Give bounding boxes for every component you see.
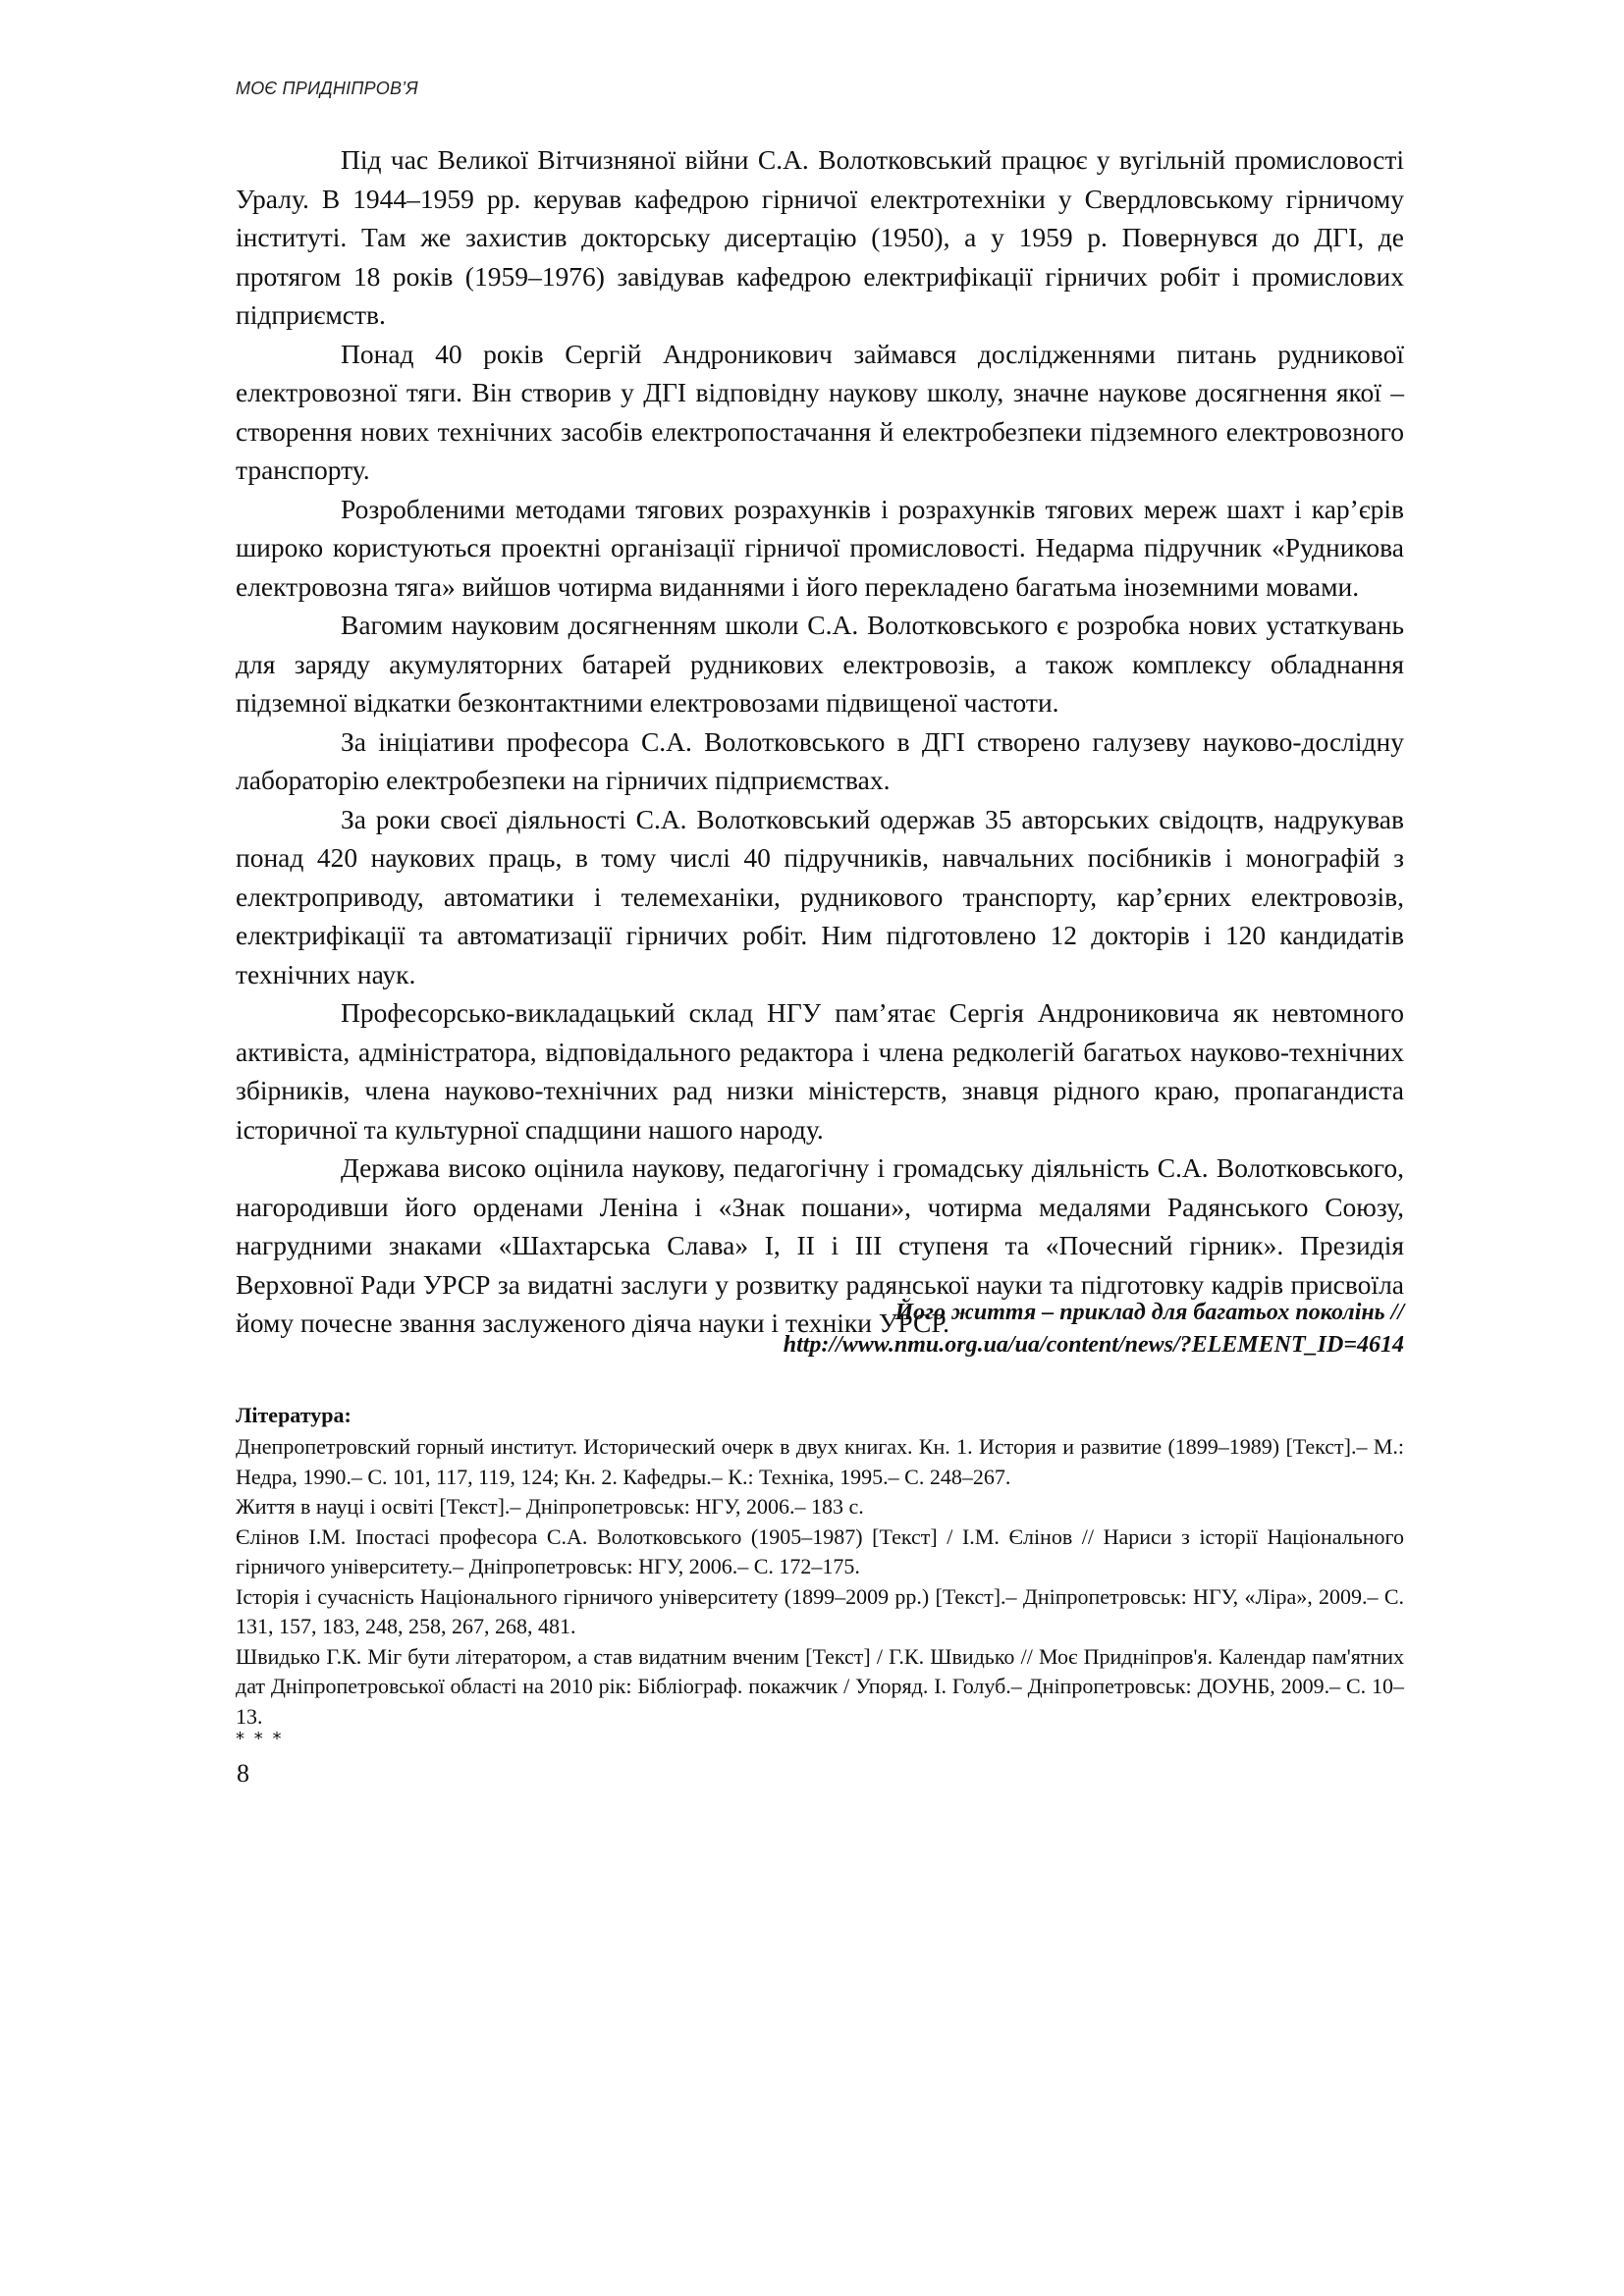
literature-item: Історія і сучасність Національного гірничого університету (1899–2009 рр.) [Текст].– Дніпропетровськ: НГУ, «Ліра», 2009.– С. 131, 157, 183, 248, 258, 267, 268, 481.	[236, 1583, 1404, 1638]
literature-item: Днепропетровский горный институт. Исторический очерк в двух книгах. Кн. 1. История и развитие (1899–1989) [Текст].– М.: Недра, 1990.– С. 101, 117, 119, 124; Кн. 2. Кафедры.– К.: Техніка, 1995.– С. 248–267.	[236, 1434, 1404, 1489]
paragraph-awards: Держава високо оцінила наукову, педагогічну і громадську діяльність С.А. Волотковського, нагородивши його орденами Леніна і «Знак пошани», чотирма медалями Радянського Союзу, нагрудними знаками «Шахтарська Слава» І, ІІ і ІІІ ступеня та «Почесний гірник». Президія Верховної Ради УРСР за видатні заслуги у розвитку радянської науки та підготовку кадрів присвоїла йому почесне звання заслуженого діяча науки і техніки УРСР.	[236, 1152, 1404, 1338]
literature-heading: Література:	[236, 1403, 352, 1427]
literature-item: Швидько Г.К. Міг бути літератором, а став видатним вченим [Текст] / Г.К. Швидько // Моє Придніпров'я. Календар пам'ятних дат Дніпропетровської області на 2010 рік: Бібліограф. покажчик / Упоряд. І. Голуб.– Дніпропетровськ: ДОУНБ, 2009.– С. 10–13.	[236, 1643, 1404, 1729]
literature-section	[236, 1401, 1404, 1747]
literature-item: Єлінов І.М. Іпостасі професора С.А. Волотковського (1905–1987) [Текст] / І.М. Єлінов // Нариси з історії Національного гірничого університету.– Дніпропетровськ: НГУ, 2006.– С. 172–175.	[236, 1523, 1404, 1578]
running-header: МОЄ ПРИДНІПРОВ’Я	[236, 79, 418, 98]
article-body	[236, 140, 1404, 1343]
page-number: 8	[237, 1759, 249, 1788]
paragraph-textbook: Розробленими методами тягових розрахунків і розрахунків тягових мереж шахт і кар’єрів широко користуються проектні організації гірничої промисловості. Недарма підручник «Рудникова електровозна тяга» вийшов чотирма виданнями і його перекладено багатьма іноземними мовами.	[236, 493, 1404, 602]
paragraph-war-years: Під час Великої Вітчизняної війни С.А. Волотковський працює у вугільній промисловості Уралу. В 1944–1959 рр. керував кафедрою гірничої електротехніки у Свердловському гірничому інституті. Там же захистив докторську дисертацію (1950), а у 1959 р. Повернувся до ДГІ, де протягом 18 років (1959–1976) завідував кафедрою електрифікації гірничих робіт і промислових підприємств.	[236, 144, 1404, 330]
section-separator: * * *	[236, 1729, 284, 1749]
paragraph-laboratory: За ініціативи професора С.А. Волотковського в ДГІ створено галузеву науково-дослідну лабораторію електробезпеки на гірничих підприємствах.	[236, 725, 1404, 795]
paragraph-research-school: Понад 40 років Сергій Андроникович займався дослідженнями питань рудникової електровозної тяги. Він створив у ДГІ відповідну наукову школу, значне наукове досягнення якої – створення нових технічних засобів електропостачання й електробезпеки підземного електровозного транспорту.	[236, 338, 1404, 485]
source-title: Його життя – приклад для багатьох поколінь //	[894, 1300, 1404, 1325]
paragraph-achievements: Вагомим науковим досягненням школи С.А. Волотковського є розробка нових устаткувань для заряду акумуляторних батарей рудникових електровозів, а також комплексу обладнання підземної відкатки безконтактними електровозами підвищеної частоти.	[236, 610, 1404, 718]
source-url: http://www.nmu.org.ua/ua/content/news/?ELEMENT_ID=4614	[783, 1332, 1404, 1358]
paragraph-publications: За роки своєї діяльності С.А. Волотковський одержав 35 авторських свідоцтв, надрукував понад 420 наукових праць, в тому числі 40 підручників, навчальних посібників і монографій з електроприводу, автоматики і телемеханіки, рудникового транспорту, кар’єрних електровозів, електрифікації та автоматизації гірничих робіт. Ним підготовлено 12 докторів і 120 кандидатів технічних наук.	[236, 803, 1404, 989]
paragraph-memory: Професорсько-викладацький склад НГУ пам’ятає Сергія Андрониковича як невтомного активіста, адміністратора, відповідального редактора і члена редколегій багатьох науково-технічних збірників, члена науково-технічних рад низки міністерств, знавця рідного краю, пропагандиста історичної та культурної спадщини нашого народу.	[236, 997, 1404, 1145]
source-citation	[628, 1297, 1404, 1362]
literature-item: Життя в науці і освіті [Текст].– Дніпропетровськ: НГУ, 2006.– 183 с.	[236, 1494, 864, 1519]
